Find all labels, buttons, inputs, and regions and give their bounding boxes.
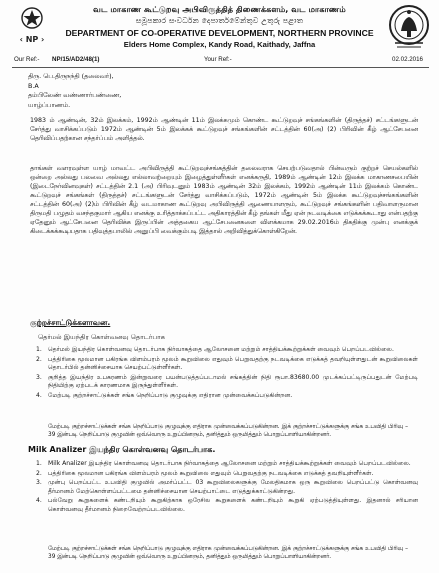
svg-text:‹ NP ›: ‹ NP › xyxy=(19,35,45,44)
header-english-title: DEPARTMENT OF CO-OPERATIVE DEVELOPMENT, NORTHERN PROVINCE xyxy=(65,28,374,38)
thermal-charges-list xyxy=(36,346,418,402)
header-address: Elders Home Complex, Kandy Road, Kaithady, Jaffna xyxy=(123,40,316,49)
list-item: 2. பத்திரிகை மூலமான பகிரங்க விளம்பரம் மூலம் கூறுவிலை எதுவும் பெறுவதற்கு நடவடிக்கை எடுக்கத் தவறியுள்ளதுடன் கூறுவிலைகள் தொடர்பில் தன்னிச்சையாக செயற்பட்டுள்ளீர்கள். xyxy=(36,355,418,372)
list-item: 3. குறித்த இயந்திர உபகரணம் இன்றுவரை பயன்படுத்தப்படாமல் சங்கத்தின் நிதி ரூபா.83680.00 முடக்கப்பட்டிருப்பதுடன் மேற்படி நிதியிற்கு ஏற்படக் காரணமாக இருந்துள்ளீர்கள். xyxy=(36,373,418,390)
recipient-line: B.A xyxy=(28,81,39,90)
recipient-line: யாழ்ப்பாணம். xyxy=(28,100,71,109)
list-item: 1. தெர்மல் இயந்திர கொள்வனவு தொடர்பாக நிர்வாகத்தை ஆலோசனை மற்றும் சாத்தியக்கூற்றுக்கள் வைவும் பெறப்படவில்லை. xyxy=(36,346,394,353)
recipient-line: தம்பிலேண் வண்ணார்பண்ணை, xyxy=(28,91,122,100)
our-ref-value: NP/15/AD2/48(1) xyxy=(52,56,100,63)
our-ref-label: Our Ref:- xyxy=(14,56,40,63)
list-item: 1. Milk Analizer இயந்திர கொள்வனவு தொடர்பாக நிர்வாகத்தை ஆலோசனை மற்றும் சாத்தியக்கூற்றுக்கள் வைவும் பெறப்படவில்லை. xyxy=(36,460,411,467)
provincial-logo-icon xyxy=(12,4,52,50)
state-emblem-icon xyxy=(387,3,431,51)
header-divider xyxy=(12,67,429,68)
liability-note: மேற்படி குற்றச்சாட்டுக்கள் சங்க நெறிப்பாடு குழுவுக்கு எதிராக முன்வைக்கப்படுகின்றன. இக் குற்றச்சாட்டுக்களுக்கு சங்க உபவிதி பிரிவு – 39 இன்படி நெறிப்பாடு குழுவின் ஒவ்வொரு உறுப்பினரும், தனித்தும் ஒருமித்தும் பொறுப்பாளியாகின்றனர். xyxy=(48,424,408,439)
body-paragraph: தாங்கள் வளரவுள்ள யாழ் மாவட்ட அபிவிருத்தி கூட்டுறவுச்சங்கத்தின் தலைவராக செயற்படுவதால் பின்வரும் குற்றச் செயல்களில் ஒன்றை அல்லது பலவை அல்லது எல்லாவற்றையும் இழைத்துள்ளீர்கள் எனக்கருதி, 1989ம் ஆண்டின் 12ம் இலக்க மாகாணசபையின் (இடைநேர்வினவுகள்) சட்டத்தின் 2.1 (அ) பிரிவுடனும் 1983ம் ஆண்டின் 32ம் இலக்கம், 1992ம் ஆண்டின் 11ம் இலக்கம் கொண்ட கூட்டுறவுச் சங்கங்கள் (திருத்தச்) சட்டங்களுடன் சேர்த்து வாசிக்கப்படும், 1972ம் ஆண்டின் 5ம் இலக்க கூட்டுறவுச்சங்கங்களின் சட்டத்தின் 60(அ) (2)ம் பிரிவின் கீழ் வடமாகாண கூட்டுறவு அபிவிருத்தி ஆணையாளரும், கூட்டுறவுச் சங்கங்களின் பதிவாளருமான திருமதி பழுதம் வசந்தகுமார் ஆகிய எனக்கு உரித்தாக்கப்பட்ட அதிகாரத்தின் கீழ் தங்கள் மீது ஏன் நடவடிக்கை எடுக்கக்கூடாது என்பதற்கு ஏதேனும் ஆட்சேபனை தெரிவிக்க இருப்பின் அத்தகைய ஆட்சேபனைகளை விளக்கமாக 29.02.2016ம் திகதிக்கு முன்பு எனக்குக் கிடைக்கக்கூடியதாக பதிவுத்தபாலில் அனுப்பி வைக்கும்படி இத்தால் அறிவித்துக்கொள்கிறேன். xyxy=(30,165,418,235)
list-item: 4. பல்வேறு கூறுகளைக் கண்டறியும் கூறுகிற்காக ஒரேசில கூறுகளைக் கண்டறியும் கூறுகி ஏற்படுத்தியுள்ளது. இதனால் சரியான கொள்வனவு தீர்மானம் நிறைவேற்றப்படவில்லை. xyxy=(36,497,418,513)
milk-analyzer-heading: Milk Analizer இயந்திர கொள்வனவு தொடர்பாக. xyxy=(28,445,216,454)
liability-note: மேற்படி குற்றச்சாட்டுக்கள் சங்க நெறிப்பாடு குழுவுக்கு எதிராக முன்வைக்கப்படுகின்றன. இக் குற்றச்சாட்டுக்களுக்கு சங்க உபவிதி பிரிவு – 39 இன்படி நெறிப்பாடு குழுவின் ஒவ்வொரு உறுப்பினரும், தனித்தும் ஒருமித்தும் பொறுப்பாளியாகின்றனர். xyxy=(48,546,408,561)
recipient-line: திரு. பெ.திருநந்தி (தலைவர்), xyxy=(28,72,114,80)
list-item: 4. மேற்படி குற்றச்சாட்டுக்கள் சங்க நெறிப்பாடு குழுவுக்கு எதிரான முன்வைக்கப்படுகின்றன. xyxy=(36,391,293,399)
letter-date: 02.02.2016 xyxy=(392,56,423,63)
reference-row xyxy=(14,56,429,66)
charges-heading: குற்றச்சாட்டுக்களாவன. xyxy=(30,318,111,327)
your-ref-label: Your Ref:- xyxy=(204,56,232,63)
header-tamil-title: வட மாகாண கூட்டுறவு அபிவிருத்தித் திணைக்களம், வட மாகாணம் xyxy=(93,4,346,14)
subject-paragraph: 1983 ம் ஆண்டின், 32ம் இலக்கம், 1992ம் ஆண்டின் 11ம் இலக்கமும் கொண்ட கூட்டுறவுச் சங்கங்களின் (திருத்தச்) சட்டங்களுடன் சேர்த்து வாசிக்கப்படும் 1972ம் ஆண்டின் 5ம் இலக்கக் கூட்டுறவுச் சங்கங்களின் சட்டத்தின் 60(அ) (2) பிரிவின் கீழ் ஆட்சேபனை தெரிவிப்பதற்கான சந்தர்ப்பம் அளித்தல். xyxy=(30,117,418,142)
list-item: 3. முன்பு பெறப்பட்ட உபவிதி குழுவில் அமர்ப்பட்ட 03 கூறுவிலைகளுக்கு மேலதிகமாக ஒரு கூறுவிலை பெறப்பட்டு கொள்வனவு தீர்மானம் மேற்கொள்ளப்பட்டமை தன்னிச்சையான செயற்பாட்டை எடுத்துக்காட்டுகின்றது. xyxy=(36,479,418,495)
recipient-address xyxy=(28,72,121,110)
thermal-machine-heading: தெர்மல் இயந்திர கொள்வனவு தொடர்பாக xyxy=(38,333,165,341)
list-item: 2. பத்திரிகை மூலமான பகிரங்க விளம்பரம் மூலம் கூறுவிலை எதுவும் பெறுவதற்கு நடவடிக்கை எடுக்கத் தவறியுள்ளீர்கள். xyxy=(36,469,374,477)
milk-analyzer-charges-list xyxy=(36,460,418,516)
header-sinhala-title: සමූපකාර සංවර්ධන දෙපාර්තමේන්තුව උතුරු පළාත xyxy=(135,16,304,25)
